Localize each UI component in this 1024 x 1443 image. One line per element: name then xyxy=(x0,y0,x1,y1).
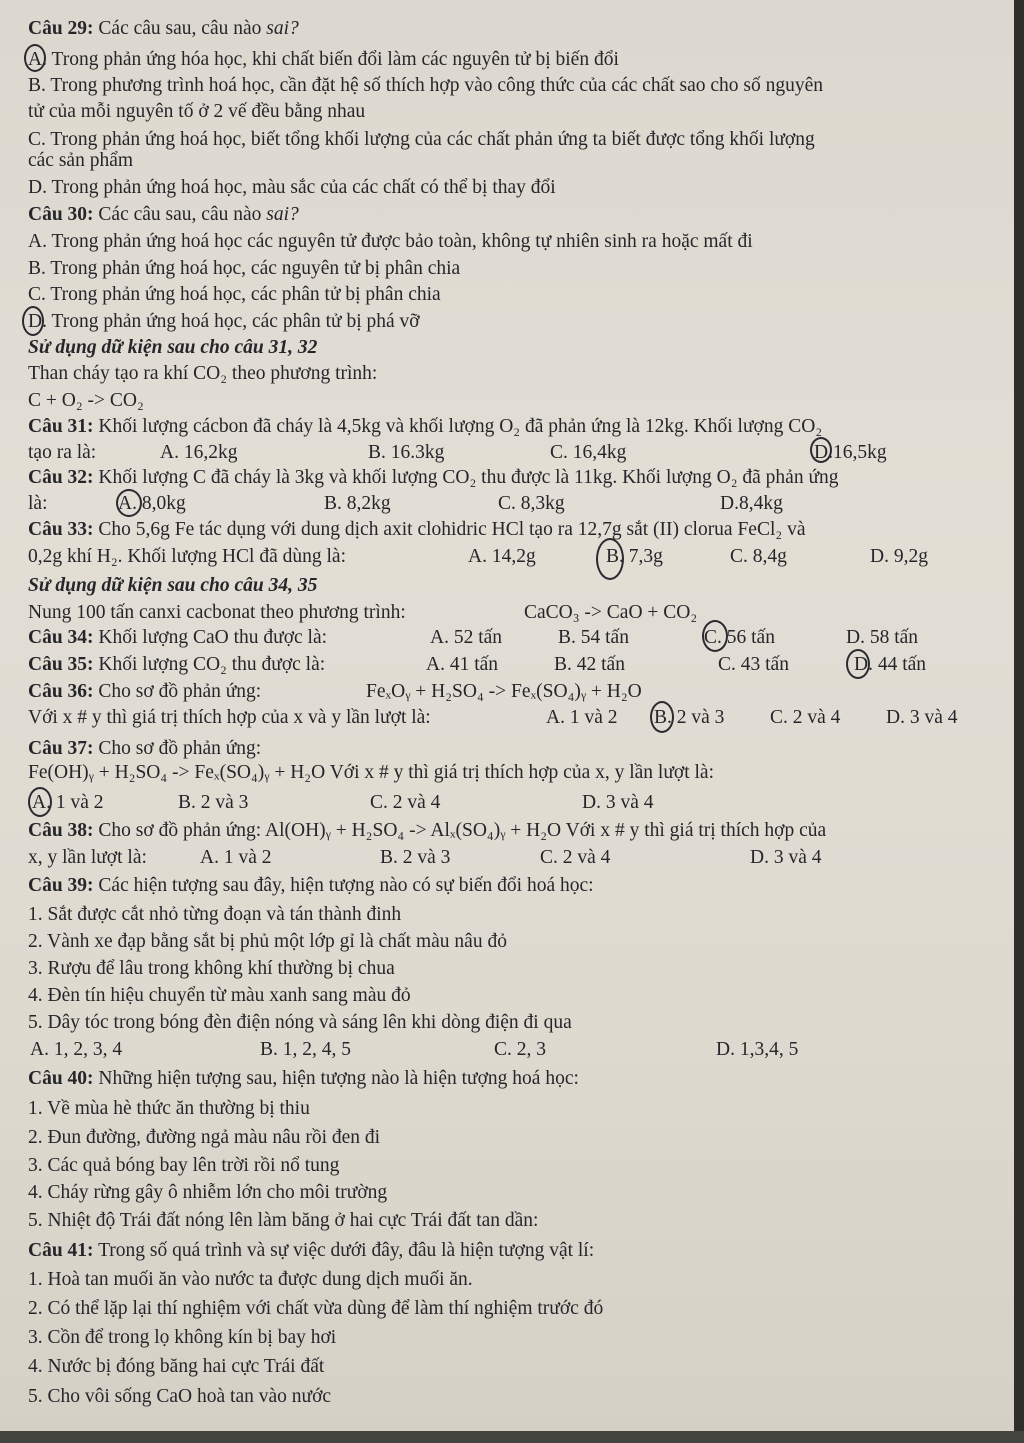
q30-option-b: B. Trong phản ứng hoá học, các nguyên tử bị phân chia xyxy=(28,258,461,279)
q29-option-b-cont: tử của mỗi nguyên tố ở 2 vế đều bằng nhau xyxy=(28,101,366,122)
background-edge xyxy=(1014,0,1024,1443)
option-b: B. 2 và 3 xyxy=(654,707,725,728)
option-a: A. 1 và 2 xyxy=(32,792,104,813)
question-30-stem xyxy=(28,202,1010,228)
question-number: Câu 29: xyxy=(28,18,94,39)
option-c: C. 56 tấn xyxy=(704,627,775,648)
question-38-stem xyxy=(28,818,1010,844)
option-a: A. 1, 2, 3, 4 xyxy=(30,1039,123,1060)
question-text: Khối lượng cácbon đã cháy là 4,5kg và khối lượng O₂ đã phản ứng là 12kg. Khối lượng CO₂ xyxy=(93,416,823,437)
equation-calcium-carbonate: CaCO₃ -> CaO + CO₂ xyxy=(524,602,698,623)
option-lead: x, y lần lượt là: xyxy=(28,847,147,868)
question-32-stem xyxy=(28,465,1010,491)
option-c: C. 2 và 4 xyxy=(370,792,441,813)
question-text: Cho sơ đồ phản ứng: xyxy=(93,681,262,702)
q40-item-5: 5. Nhiệt độ Trái đất nóng lên làm băng ở hai cực Trái đất tan dần: xyxy=(28,1210,539,1231)
equation-iron-oxide: FeₓOᵧ + H₂SO₄ -> Feₓ(SO₄)ᵧ + H₂O xyxy=(366,681,642,702)
equation-carbon: C + O₂ -> CO₂ xyxy=(28,390,144,411)
q41-item-4: 4. Nước bị đóng băng hai cực Trái đất xyxy=(28,1356,325,1377)
option-a: A. 14,2g xyxy=(468,546,536,567)
q39-item-4: 4. Đèn tín hiệu chuyển từ màu xanh sang màu đỏ xyxy=(28,985,411,1006)
background-edge xyxy=(0,1431,1024,1443)
option-b: B. 1, 2, 4, 5 xyxy=(260,1039,352,1060)
question-text: Những hiện tượng sau, hiện tượng nào là hiện tượng hoá học: xyxy=(93,1068,579,1089)
option-c: C. 8,3kg xyxy=(498,493,565,514)
question-number: Câu 37: xyxy=(28,738,94,759)
option-lead: là: xyxy=(28,493,48,514)
option-a: A. 41 tấn xyxy=(426,654,499,675)
option-d: D. 3 và 4 xyxy=(582,792,654,813)
q29-option-b: B. Trong phương trình hoá học, cần đặt hệ số thích hợp vào công thức của các chất sao cho số nguyên xyxy=(28,75,824,96)
option-lead: tạo ra là: xyxy=(28,442,97,463)
question-number: Câu 33: xyxy=(28,519,94,540)
q41-item-1: 1. Hoà tan muối ăn vào nước ta được dung dịch muối ăn. xyxy=(28,1269,473,1290)
question-text: Các hiện tượng sau đây, hiện tượng nào có sự biến đổi hoá học: xyxy=(93,875,594,896)
option-b: B. 7,3g xyxy=(606,546,663,567)
q41-item-2: 2. Có thể lặp lại thí nghiệm với chất vừa dùng để làm thí nghiệm trước đó xyxy=(28,1298,604,1319)
question-text: Các câu sau, câu nào xyxy=(93,18,267,39)
question-number: Câu 36: xyxy=(28,681,94,702)
q29-option-d: D. Trong phản ứng hoá học, màu sắc của các chất có thể bị thay đổi xyxy=(28,177,556,198)
q40-item-1: 1. Về mùa hè thức ăn thường bị thiu xyxy=(28,1098,310,1119)
q39-item-3: 3. Rượu để lâu trong không khí thường bị chua xyxy=(28,958,395,979)
q41-item-3: 3. Cồn để trong lọ không kín bị bay hơi xyxy=(28,1327,337,1348)
question-text: Trong số quá trình và sự việc dưới đây, đâu là hiện tượng vật lí: xyxy=(93,1240,595,1261)
question-40-stem xyxy=(28,1066,1010,1092)
question-text: Cho sơ đồ phản ứng: xyxy=(93,738,262,759)
q41-item-5: 5. Cho vôi sống CaO hoà tan vào nước xyxy=(28,1386,332,1407)
option-b: B. 54 tấn xyxy=(558,627,629,648)
question-emphasis: sai? xyxy=(266,18,299,39)
question-number: Câu 39: xyxy=(28,875,94,896)
q39-item-2: 2. Vành xe đạp bằng sắt bị phủ một lớp gỉ là chất màu nâu đỏ xyxy=(28,931,507,952)
question-number: Câu 30: xyxy=(28,204,94,225)
q40-item-2: 2. Đun đường, đường ngả màu nâu rồi đen đi xyxy=(28,1127,381,1148)
question-text: Khối lượng C đã cháy là 3kg và khối lượng CO₂ thu được là 11kg. Khối lượng O₂ đã phản ứng xyxy=(93,467,839,488)
question-31-stem xyxy=(28,414,1010,440)
question-29-stem xyxy=(28,16,1010,42)
option-b: B. 2 và 3 xyxy=(380,847,451,868)
question-text: Cho 5,6g Fe tác dụng với dung dịch axit clohidric HCl tạo ra 12,7g sắt (II) clorua FeCl₂ và xyxy=(93,519,806,540)
option-c: C. 43 tấn xyxy=(718,654,789,675)
q29-option-c: C. Trong phản ứng hoá học, biết tổng khối lượng của các chất phản ứng ta biết được tổng khối lượng xyxy=(28,129,815,150)
question-text: Khối lượng CaO thu được là: xyxy=(93,627,328,648)
question-text: Cho sơ đồ phản ứng: Al(OH)ᵧ + H₂SO₄ -> Alₓ(SO₄)ᵧ + H₂O Với x # y thì giá trị thích hợp của xyxy=(93,820,827,841)
data-intro-31-32: Than cháy tạo ra khí CO₂ theo phương trình: xyxy=(28,363,378,384)
option-c: C. 8,4g xyxy=(730,546,787,567)
question-number: Câu 38: xyxy=(28,820,94,841)
option-d: D. 3 và 4 xyxy=(886,707,958,728)
q30-option-d: D. Trong phản ứng hoá học, các phân tử bị phá vỡ xyxy=(28,311,420,332)
question-33-stem xyxy=(28,517,1010,543)
q40-item-4: 4. Cháy rừng gây ô nhiễm lớn cho môi trường xyxy=(28,1182,388,1203)
option-a: A. 1 và 2 xyxy=(546,707,618,728)
q39-item-5: 5. Dây tóc trong bóng đèn điện nóng và sáng lên khi dòng điện đi qua xyxy=(28,1012,572,1033)
data-heading-31-32: Sử dụng dữ kiện sau cho câu 31, 32 xyxy=(28,337,318,358)
question-37-stem xyxy=(28,736,1010,762)
option-lead: Với x # y thì giá trị thích hợp của x và y lần lượt là: xyxy=(28,707,431,728)
q30-option-c: C. Trong phản ứng hoá học, các phân tử bị phân chia xyxy=(28,284,441,305)
q29-option-a: A. Trong phản ứng hóa học, khi chất biến đổi làm các nguyên tử bị biến đổi xyxy=(28,49,619,70)
option-b: B. 16.3kg xyxy=(368,442,445,463)
option-d: D. 3 và 4 xyxy=(750,847,822,868)
question-number: Câu 35: xyxy=(28,654,94,675)
question-number: Câu 40: xyxy=(28,1068,94,1089)
option-a: A. 52 tấn xyxy=(430,627,503,648)
question-number: Câu 32: xyxy=(28,467,94,488)
option-c: C. 16,4kg xyxy=(550,442,627,463)
q39-item-1: 1. Sắt được cắt nhỏ từng đoạn và tán thành đinh xyxy=(28,904,402,925)
q40-item-3: 3. Các quả bóng bay lên trời rồi nổ tung xyxy=(28,1155,340,1176)
question-39-stem xyxy=(28,873,1010,899)
option-d: D.8,4kg xyxy=(720,493,783,514)
option-d: D. 44 tấn xyxy=(854,654,927,675)
option-c: C. 2 và 4 xyxy=(540,847,611,868)
option-c: C. 2 và 4 xyxy=(770,707,841,728)
option-b: B. 2 và 3 xyxy=(178,792,249,813)
question-emphasis: sai? xyxy=(266,204,299,225)
question-text: Khối lượng CO₂ thu được là: xyxy=(93,654,326,675)
question-number: Câu 34: xyxy=(28,627,94,648)
option-a: A. 16,2kg xyxy=(160,442,238,463)
option-d: D.16,5kg xyxy=(814,442,887,463)
option-lead: 0,2g khí H₂. Khối lượng HCl đã dùng là: xyxy=(28,546,346,567)
option-d: D. 58 tấn xyxy=(846,627,919,648)
option-a: A. 1 và 2 xyxy=(200,847,272,868)
question-text: Các câu sau, câu nào xyxy=(93,204,267,225)
q30-option-a: A. Trong phản ứng hoá học các nguyên tử được bảo toàn, không tự nhiên sinh ra hoặc mất đi xyxy=(28,231,753,252)
option-b: B. 8,2kg xyxy=(324,493,391,514)
question-number: Câu 31: xyxy=(28,416,94,437)
q29-option-c-cont: các sản phẩm xyxy=(28,150,134,171)
option-a: A. 8,0kg xyxy=(118,493,186,514)
question-number: Câu 41: xyxy=(28,1240,94,1261)
question-41-stem xyxy=(28,1238,1010,1264)
option-c: C. 2, 3 xyxy=(494,1039,547,1060)
option-d: D. 1,3,4, 5 xyxy=(716,1039,799,1060)
intro-text: Nung 100 tấn canxi cacbonat theo phương trình: xyxy=(28,602,406,623)
equation-iron-hydroxide: Fe(OH)ᵧ + H₂SO₄ -> Feₓ(SO₄)ᵧ + H₂O Với x # y thì giá trị thích hợp của x, y lần lượt là: xyxy=(28,762,715,783)
data-heading-34-35: Sử dụng dữ kiện sau cho câu 34, 35 xyxy=(28,575,318,596)
option-d: D. 9,2g xyxy=(870,546,928,567)
option-b: B. 42 tấn xyxy=(554,654,625,675)
